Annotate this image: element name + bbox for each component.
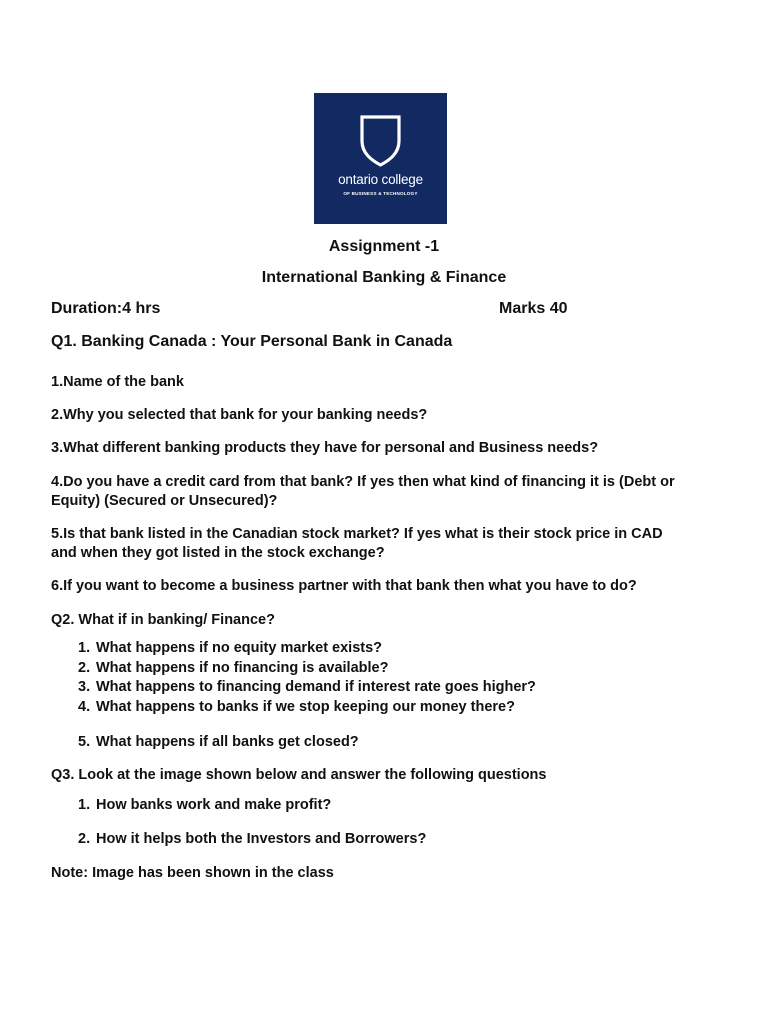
q2-item-5-number: 5. <box>78 734 91 750</box>
q2-item-3: What happens to financing demand if interest rate goes higher? <box>96 679 536 695</box>
q1-item-3: 3.What different banking products they have for personal and Business needs? <box>51 440 599 456</box>
q1-item-5-line-2: and when they got listed in the stock exchange? <box>51 545 385 561</box>
q2-item-2: What happens if no financing is available? <box>96 660 389 676</box>
duration-label: Duration:4 hrs <box>51 300 161 317</box>
logo-brand-name: ontario college <box>338 172 423 187</box>
q3-item-1: How banks work and make profit? <box>96 797 332 813</box>
note: Note: Image has been shown in the class <box>51 865 334 881</box>
q1-item-5-line-1: 5.Is that bank listed in the Canadian stock market? If yes what is their stock price in CAD <box>51 526 663 542</box>
shield-icon <box>360 115 401 167</box>
q1-item-4-line-1: 4.Do you have a credit card from that bank? If yes then what kind of financing it is (Debt or <box>51 474 675 490</box>
q1-item-6: 6.If you want to become a business partner with that bank then what you have to do? <box>51 578 637 594</box>
q2-item-1: What happens if no equity market exists? <box>96 640 383 656</box>
logo-tagline: OF BUSINESS & TECHNOLOGY <box>343 191 418 196</box>
q2-item-4-number: 4. <box>78 699 91 715</box>
q1-item-2: 2.Why you selected that bank for your banking needs? <box>51 407 428 423</box>
q2-item-4: What happens to banks if we stop keeping our money there? <box>96 699 515 715</box>
q2-heading: Q2. What if in banking/ Finance? <box>51 612 275 628</box>
q3-item-2-number: 2. <box>78 831 91 847</box>
q1-heading: Q1. Banking Canada : Your Personal Bank in Canada <box>51 333 453 350</box>
q3-item-1-number: 1. <box>78 797 91 813</box>
q2-item-3-number: 3. <box>78 679 91 695</box>
college-logo <box>314 93 447 224</box>
q2-item-5: What happens if all banks get closed? <box>96 734 359 750</box>
assignment-title: Assignment -1 <box>328 238 440 255</box>
q1-item-4-line-2: Equity) (Secured or Unsecured)? <box>51 493 278 509</box>
marks-label: Marks 40 <box>499 300 568 317</box>
course-title: International Banking & Finance <box>261 269 507 286</box>
q2-item-1-number: 1. <box>78 640 91 656</box>
q1-item-1: 1.Name of the bank <box>51 374 184 390</box>
q3-heading: Q3. Look at the image shown below and answer the following questions <box>51 767 547 783</box>
q2-item-2-number: 2. <box>78 660 91 676</box>
q3-item-2: How it helps both the Investors and Borrowers? <box>96 831 427 847</box>
